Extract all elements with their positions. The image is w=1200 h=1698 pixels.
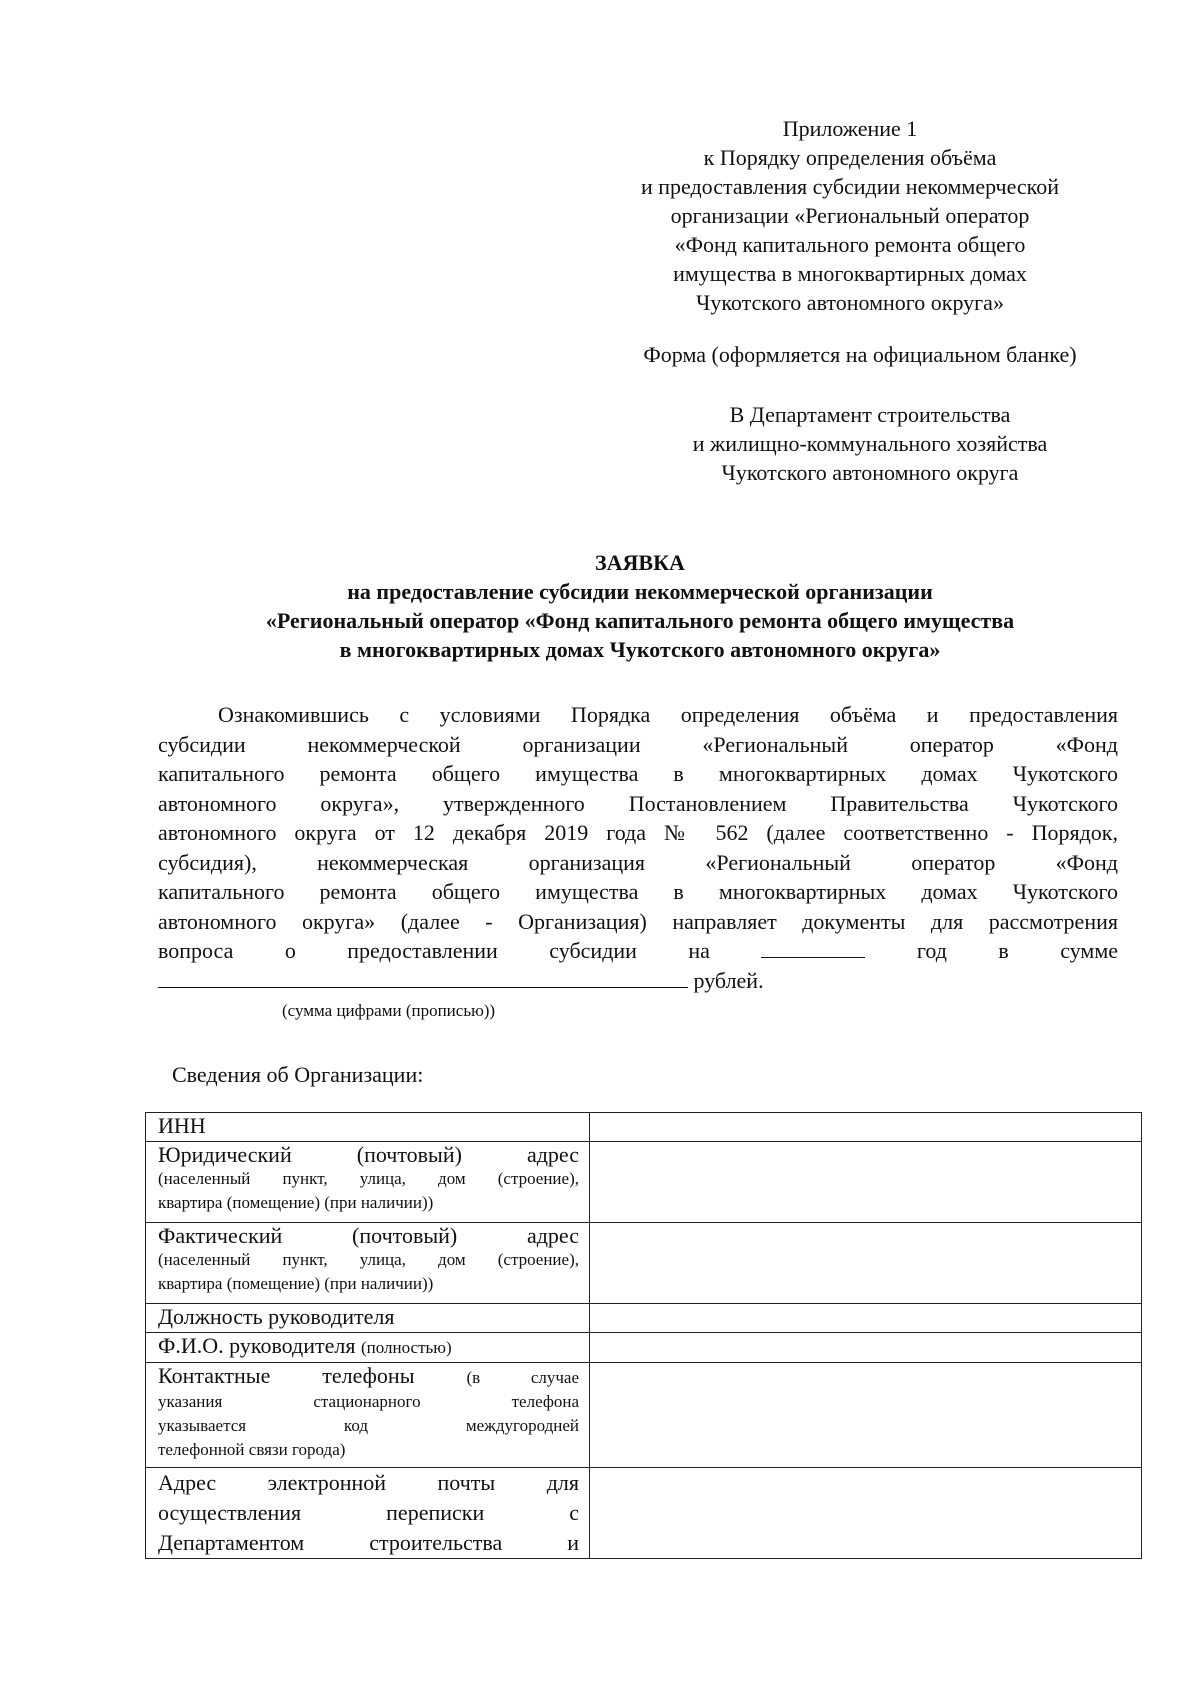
table-row <box>146 1333 1142 1363</box>
title-line: «Региональный оператор «Фонд капитального ремонта общего имущества <box>265 608 1015 633</box>
paragraph-line-sum <box>158 966 1118 996</box>
row-label-email <box>146 1468 590 1559</box>
label-text: Фактический (почтовый) адрес <box>158 1223 579 1248</box>
paragraph-line: капитального ремонта общего имущества в многоквартирных домах Чукотского <box>158 879 1118 904</box>
row-label-actual-address <box>146 1223 590 1304</box>
appendix-line: к Порядку определения объёма <box>703 145 997 170</box>
title-line: в многоквартирных домах Чукотского автономного округа» <box>339 637 941 662</box>
label-subtext: (населенный пункт, улица, дом (строение), <box>158 1169 579 1188</box>
table-row <box>146 1363 1142 1468</box>
document-title <box>145 548 1135 664</box>
paragraph-fragment: год в сумме <box>916 938 1119 963</box>
value-cell-head-name[interactable] <box>590 1333 1142 1363</box>
paragraph-line: автономного округа от 12 декабря 2019 года № 562 (далее соответственно - Порядок, <box>158 820 1118 845</box>
label-text <box>158 1363 579 1390</box>
label-subtext: квартира (помещение) (при наличии)) <box>158 1193 434 1212</box>
row-label-head-position <box>146 1304 590 1333</box>
title-heading: ЗАЯВКА <box>595 550 685 575</box>
appendix-line: организации «Региональный оператор <box>670 203 1030 228</box>
value-cell-inn[interactable] <box>590 1113 1142 1142</box>
label-subtext: телефонной связи города) <box>158 1440 346 1459</box>
label-text: Должность руководителя <box>158 1304 395 1329</box>
row-label-inn <box>146 1113 590 1142</box>
table-row <box>146 1304 1142 1333</box>
value-cell-head-position[interactable] <box>590 1304 1142 1333</box>
label-text: ИНН <box>158 1113 206 1138</box>
value-cell-email[interactable] <box>590 1468 1142 1559</box>
label-subtext: указания стационарного телефона <box>158 1392 579 1411</box>
label-text <box>158 1333 579 1360</box>
appendix-line: «Фонд капитального ремонта общего <box>674 232 1026 257</box>
paragraph-line: автономного округа» (далее - Организация) направляет документы для рассмотрения <box>158 908 1118 934</box>
organization-info-table <box>145 1112 1142 1559</box>
label-subtext: (населенный пункт, улица, дом (строение), <box>158 1250 579 1269</box>
paragraph-line: капитального ремонта общего имущества в многоквартирных домах Чукотского <box>158 761 1118 786</box>
title-line: на предоставление субсидии некоммерческой организации <box>347 579 933 604</box>
label-text: Департаментом строительства и <box>158 1530 579 1555</box>
label-text: осуществления переписки с <box>158 1500 579 1525</box>
sum-blank-field[interactable] <box>158 967 688 988</box>
paragraph-line: Ознакомившись с условиями Порядка определения объёма и предоставления <box>218 702 1118 727</box>
appendix-line: и предоставления субсидии некоммерческой <box>640 174 1060 199</box>
appendix-block <box>620 114 1080 317</box>
label-text-main: Контактные телефоны <box>158 1363 415 1388</box>
paragraph-line: субсидия), некоммерческая организация «Региональный оператор «Фонд <box>158 849 1118 875</box>
addressee-line: и жилищно-коммунального хозяйства <box>692 431 1048 456</box>
value-cell-actual-address[interactable] <box>590 1223 1142 1304</box>
value-cell-legal-address[interactable] <box>590 1142 1142 1223</box>
label-note: (в случае <box>466 1368 579 1387</box>
label-subtext: квартира (помещение) (при наличии)) <box>158 1274 434 1293</box>
paragraph-line: автономного округа», утвержденного Постановлением Правительства Чукотского <box>158 790 1118 816</box>
paragraph-fragment: вопроса о предоставлении субсидии на <box>158 938 710 963</box>
paragraph-fragment: рублей. <box>693 967 764 993</box>
label-text: Юридический (почтовый) адрес <box>158 1142 579 1167</box>
sum-hint: (сумма цифрами (прописью)) <box>282 1001 496 1020</box>
table-row <box>146 1223 1142 1304</box>
label-note: (полностью) <box>360 1338 452 1357</box>
label-subtext: указывается код междугородней <box>158 1416 579 1435</box>
table-row <box>146 1113 1142 1142</box>
section-label: Сведения об Организации: <box>172 1062 424 1087</box>
appendix-line: Чукотского автономного округа» <box>696 290 1004 315</box>
addressee-line: Чукотского автономного округа <box>721 460 1019 485</box>
paragraph-line: субсидии некоммерческой организации «Региональный оператор «Фонд <box>158 731 1118 757</box>
appendix-line: Приложение 1 <box>782 116 918 141</box>
application-paragraph <box>158 700 1118 995</box>
addressee-block <box>660 400 1080 487</box>
table-row <box>146 1142 1142 1223</box>
row-label-phones <box>146 1363 590 1468</box>
label-text: Адрес электронной почты для <box>158 1470 579 1495</box>
appendix-line: имущества в многоквартирных домах <box>673 261 1027 286</box>
addressee-line: В Департамент строительства <box>729 402 1011 427</box>
table-row <box>146 1468 1142 1559</box>
row-label-legal-address <box>146 1142 590 1223</box>
value-cell-phones[interactable] <box>590 1363 1142 1468</box>
label-text-main: Ф.И.О. руководителя <box>158 1333 356 1358</box>
year-blank-field[interactable] <box>761 937 865 958</box>
form-note: Форма (оформляется на официальном бланке) <box>643 342 1077 367</box>
paragraph-line-year <box>158 936 1118 966</box>
row-label-head-name <box>146 1333 590 1363</box>
